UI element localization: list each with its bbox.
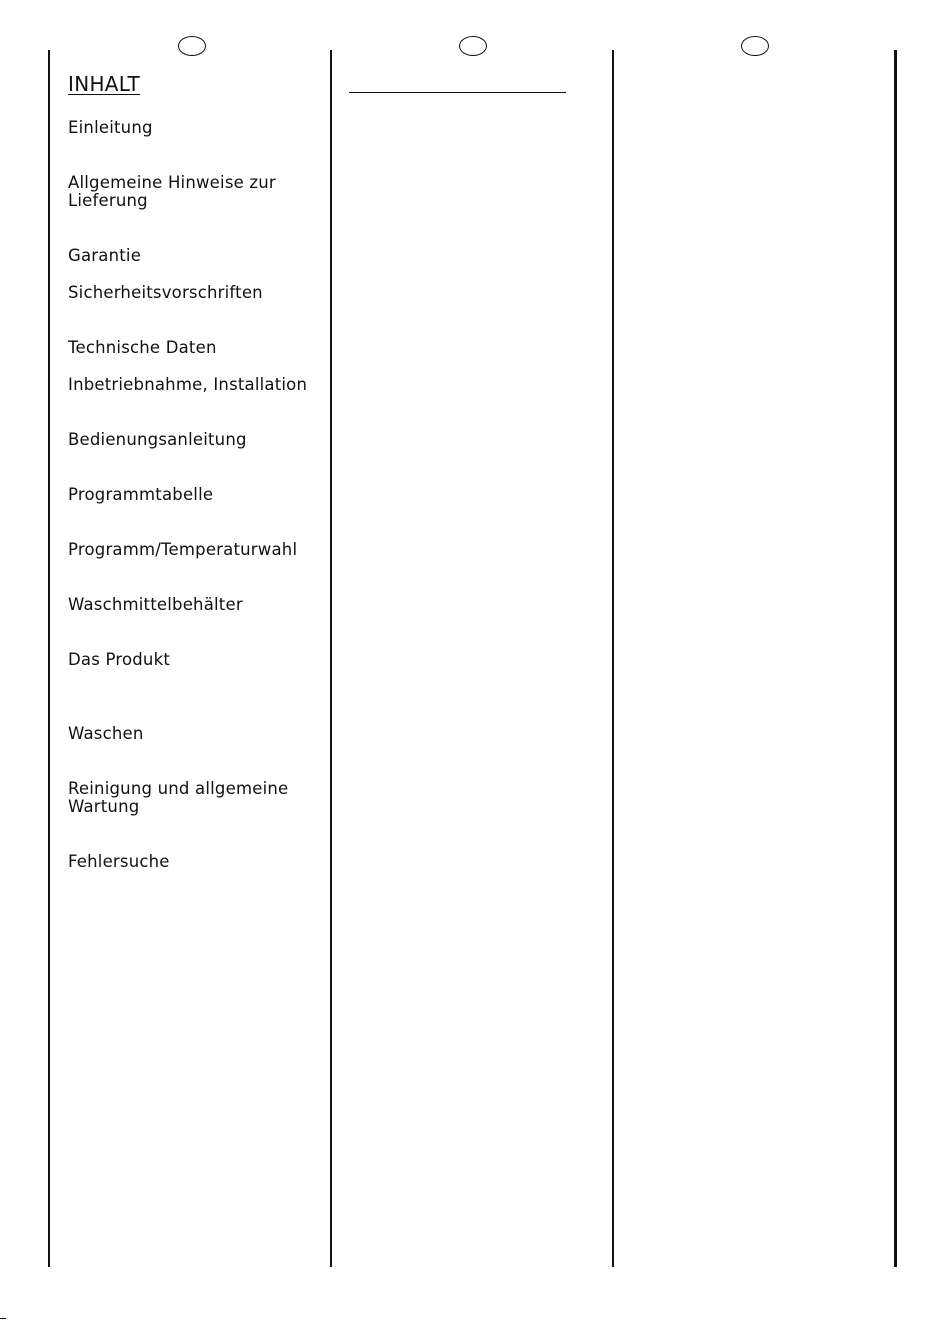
toc-item-operating-instructions: Bedienungsanleitung [68, 430, 247, 449]
toc-item-safety: Sicherheitsvorschriften [68, 283, 263, 302]
column-divider-2 [612, 50, 614, 1267]
toc-item-introduction: Einleitung [68, 118, 153, 137]
language-marker-circle-3 [741, 36, 769, 56]
crop-mark [0, 1318, 6, 1319]
toc-item-warranty: Garantie [68, 246, 142, 265]
column-divider-left [48, 50, 50, 1267]
toc-item-installation: Inbetriebnahme, Installation [68, 375, 308, 394]
toc-item-technical-data: Technische Daten [68, 338, 217, 357]
toc-item-troubleshooting: Fehlersuche [68, 852, 170, 871]
contents-heading: INHALT [68, 72, 140, 96]
toc-item-delivery-notes: Allgemeine Hinweise zur Lieferung [68, 173, 276, 210]
toc-item-program-temperature: Programm/Temperaturwahl [68, 540, 298, 559]
toc-item-program-table: Programmtabelle [68, 485, 214, 504]
column-2-heading-rule [349, 92, 566, 93]
toc-item-washing: Waschen [68, 724, 144, 743]
toc-item-detergent-drawer: Waschmittelbehälter [68, 595, 243, 614]
language-marker-circle-1 [178, 36, 206, 56]
column-divider-1 [330, 50, 332, 1267]
toc-item-cleaning-maintenance: Reinigung und allgemeine Wartung [68, 779, 289, 816]
column-divider-right [894, 50, 897, 1267]
toc-item-product: Das Produkt [68, 650, 170, 669]
language-marker-circle-2 [459, 36, 487, 56]
